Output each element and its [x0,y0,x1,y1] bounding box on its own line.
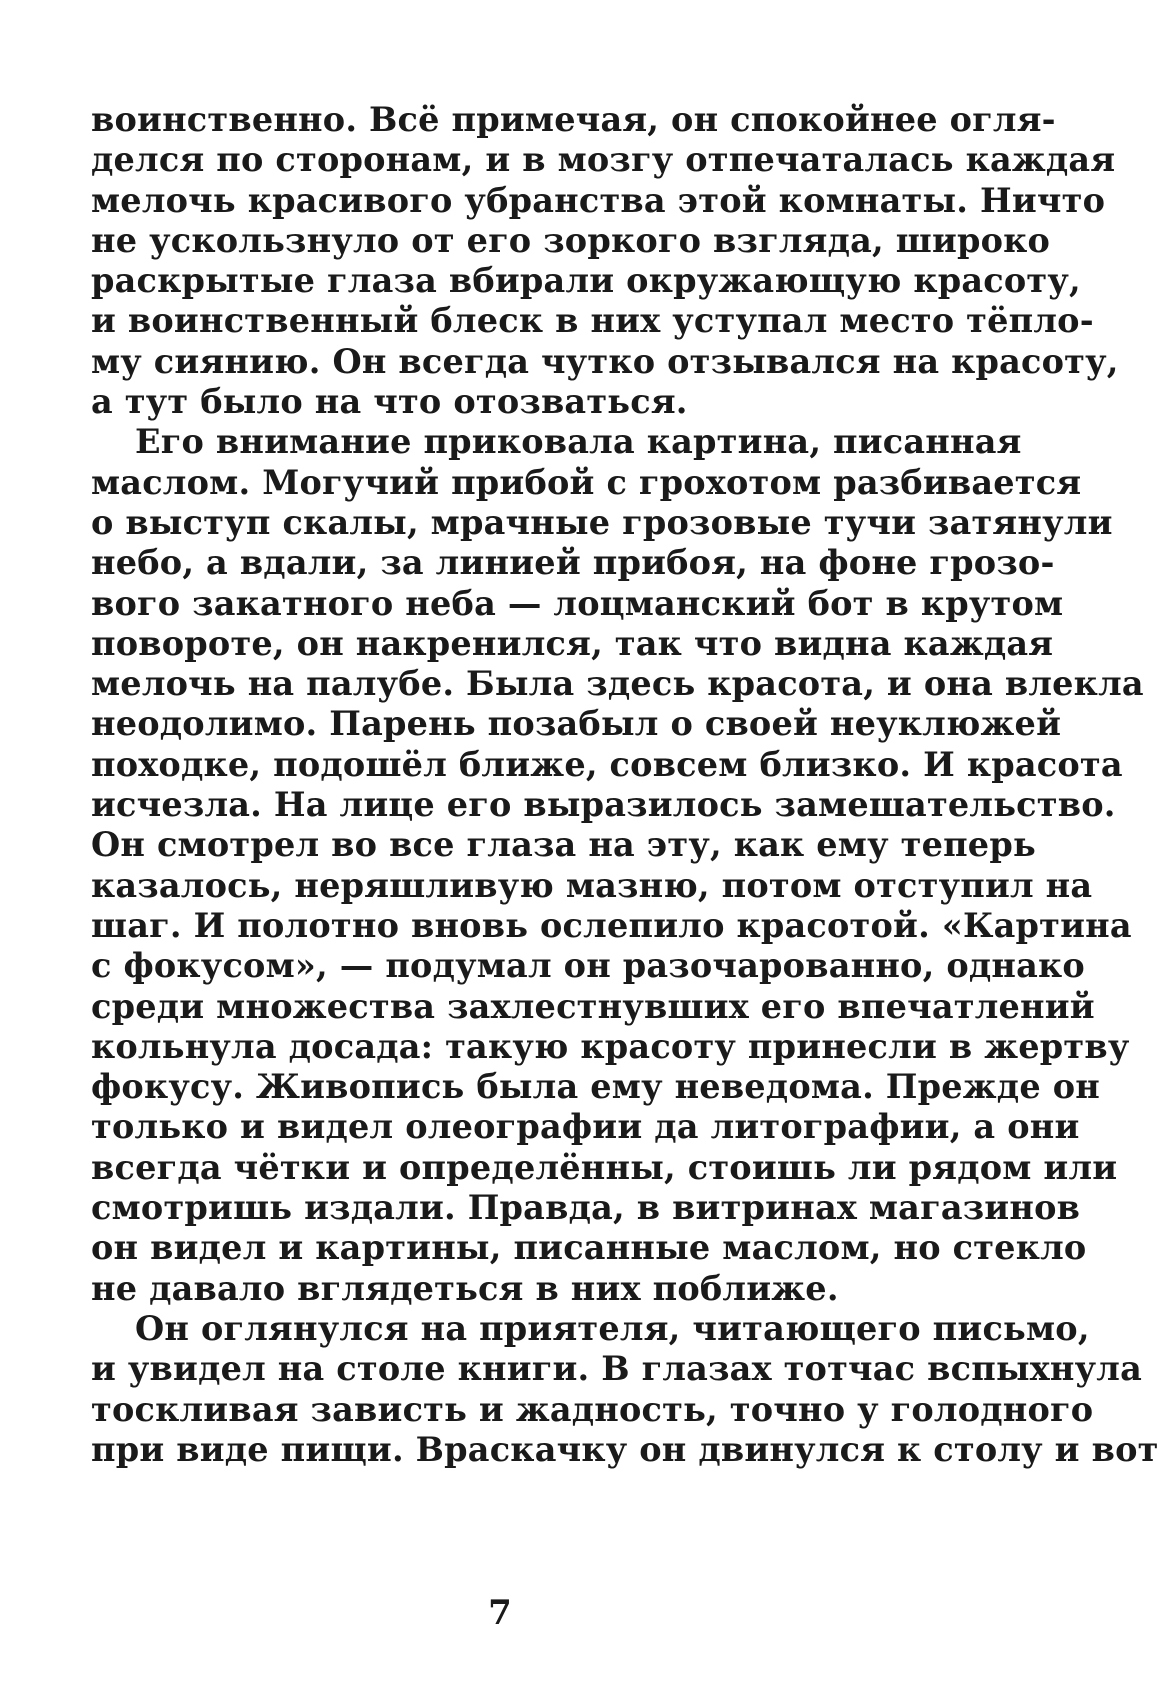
paragraph-3 [91,1308,1159,1470]
text-line: небо, а вдали, за линией прибоя, на фоне грозо- [91,543,1055,583]
text-line: и увидел на столе книги. В глазах тотчас вспыхнула [91,1349,1142,1389]
text-line: Его внимание приковала картина, писанная [135,422,1022,462]
text-line: неодолимо. Парень позабыл о своей неуклюжей [91,704,1062,744]
text-line: мелочь на палубе. Была здесь красота, и она влекла [91,664,1144,704]
text-line: му сиянию. Он всегда чутко отзывался на красоту, [91,341,1119,381]
text-line: а тут было на что отозваться. [91,382,688,422]
text-line: среди множества захлестнувших его впечатлений [91,986,1095,1026]
text-line: кольнула досада: такую красоту принесли в жертву [91,1026,1130,1066]
text-line: исчезла. На лице его выразилось замешательство. [91,785,1116,825]
text-line: Он смотрел во все глаза на эту, как ему теперь [91,825,1036,865]
text-line: фокусу. Живопись была ему неведома. Прежде он [91,1067,1100,1107]
text-line: не ускользнуло от его зоркого взгляда, широко [91,220,1051,260]
text-line: не давало вглядеться в них поближе. [91,1268,839,1308]
text-line: повороте, он накренился, так что видна каждая [91,623,1054,663]
text-line: Он оглянулся на приятеля, читающего письмо, [135,1308,1090,1348]
text-line: только и видел олеографии да литографии, а они [91,1107,1080,1147]
text-line: воинственно. Всё примечая, он спокойнее огля- [91,100,1056,139]
text-line: о выступ скалы, мрачные грозовые тучи затянули [91,502,1113,542]
text-line: тоскливая зависть и жадность, точно у голодного [91,1389,1094,1429]
text-line: с фокусом», — подумал он разочарованно, однако [91,946,1085,986]
paragraph-1 [91,100,1119,422]
text-line: при виде пищи. Враскачку он двинулся к столу и вот [91,1429,1159,1469]
body-text [91,100,1159,1470]
text-line: он видел и картины, писанные маслом, но стекло [91,1228,1087,1268]
text-line: походке, подошёл ближе, совсем близко. И красота [91,744,1123,784]
text-line: маслом. Могучий прибой с грохотом разбивается [91,462,1082,502]
text-line: шаг. И полотно вновь ослепило красотой. «Картина [91,905,1132,945]
text-line: мелочь красивого убранства этой комнаты. Ничто [91,180,1106,220]
text-line: смотришь издали. Правда, в витринах магазинов [91,1188,1081,1228]
text-line: и воинственный блеск в них уступал место тёпло- [91,301,1094,341]
text-line: всегда чётки и определённы, стоишь ли рядом или [91,1147,1118,1187]
text-line: делся по сторонам, и в мозгу отпечаталась каждая [91,140,1116,180]
text-line: вого закатного неба — лоцманский бот в крутом [91,583,1064,623]
text-line: казалось, неряшливую мазню, потом отступил на [91,865,1093,905]
page-number: 7 [488,1593,512,1633]
paragraph-2 [91,422,1144,1309]
text-line: раскрытые глаза вбирали окружающую красоту, [91,261,1081,301]
